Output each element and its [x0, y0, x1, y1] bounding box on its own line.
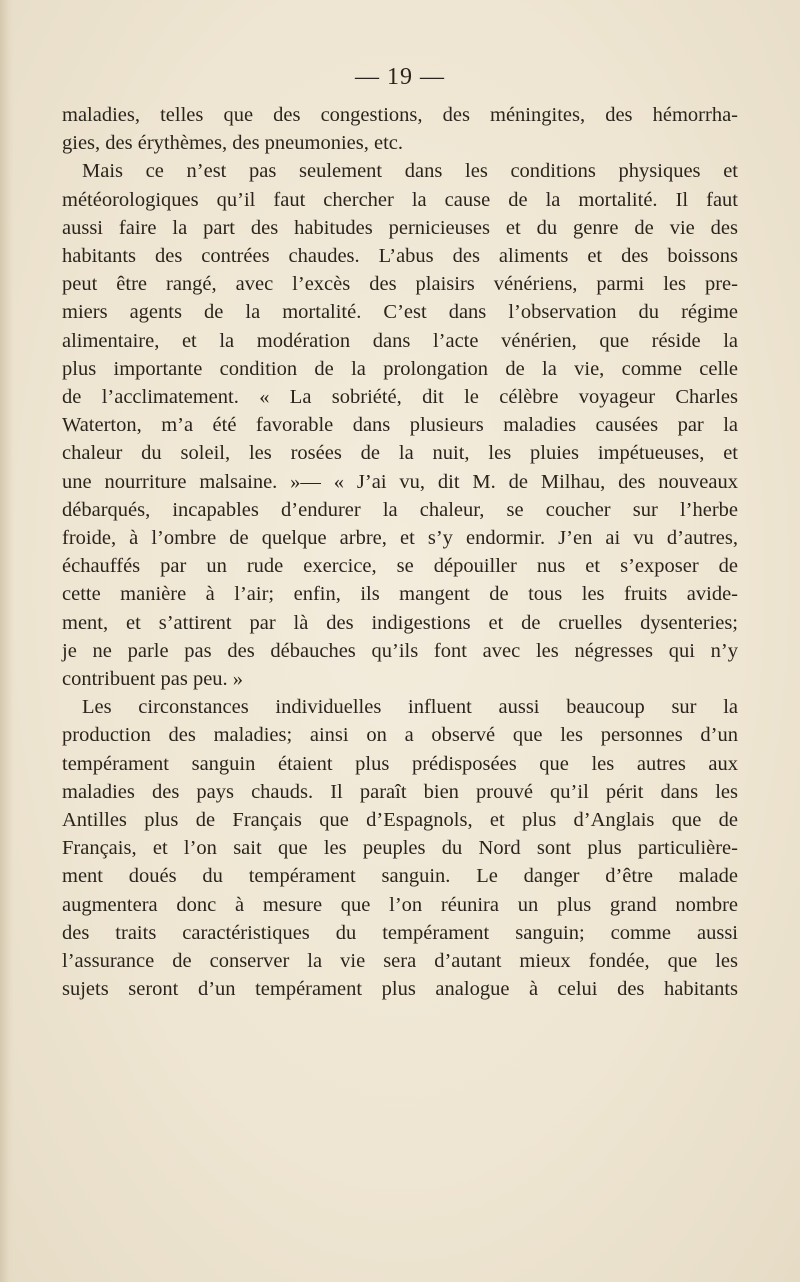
text-line: alimentaire, et la modération dans l’acte vénérien, que réside la — [62, 329, 738, 352]
text-line: Antilles plus de Français que d’Espagnols, et plus d’Anglais que de — [62, 809, 738, 832]
text-line: je ne parle pas des débauches qu’ils font avec les négresses qui n’y — [62, 639, 738, 662]
text-line: habitants des contrées chaudes. L’abus des aliments et des boissons — [62, 245, 738, 268]
page-binding-edge — [0, 0, 14, 1282]
text-line: production des maladies; ainsi on a observé que les personnes d’un — [62, 724, 738, 747]
text-line: des traits caractéristiques du tempérament sanguin; comme aussi — [62, 921, 738, 944]
text-line: de l’acclimatement. « La sobriété, dit le célèbre voyageur Charles — [62, 386, 738, 409]
text-line: miers agents de la mortalité. C’est dans l’observation du régime — [62, 301, 738, 324]
text-line: ment doués du tempérament sanguin. Le danger d’être malade — [62, 865, 738, 888]
page-number: — 19 — — [355, 64, 445, 90]
text-line: Mais ce n’est pas seulement dans les conditions physiques et — [82, 160, 738, 183]
text-line: échauffés par un rude exercice, se dépouiller nus et s’exposer de — [62, 555, 738, 578]
text-line: maladies, telles que des congestions, des méningites, des hémorrha- — [62, 104, 738, 126]
text-line: contribuent pas peu. » — [62, 668, 244, 691]
text-line: sujets seront d’un tempérament plus analogue à celui des habitants — [62, 978, 738, 1001]
body-text — [62, 101, 738, 1004]
text-line: l’assurance de conserver la vie sera d’autant mieux fondée, que les — [62, 950, 738, 973]
text-line: maladies des pays chauds. Il paraît bien prouvé qu’il périt dans les — [62, 780, 738, 803]
text-line: chaleur du soleil, les rosées de la nuit, les pluies impétueuses, et — [62, 442, 738, 465]
text-line: Français, et l’on sait que les peuples du Nord sont plus particulière- — [62, 837, 738, 860]
text-line: augmentera donc à mesure que l’on réunira un plus grand nombre — [62, 893, 738, 916]
text-line: peut être rangé, avec l’excès des plaisirs vénériens, parmi les pre- — [62, 273, 738, 296]
text-line: aussi faire la part des habitudes pernicieuses et du genre de vie des — [62, 216, 738, 239]
text-line: cette manière à l’air; enfin, ils mangent de tous les fruits avide- — [62, 583, 738, 606]
text-line: froide, à l’ombre de quelque arbre, et s’y endormir. J’en ai vu d’autres, — [62, 527, 738, 550]
text-line: plus importante condition de la prolongation de la vie, comme celle — [62, 357, 738, 380]
text-line: une nourriture malsaine. »— « J’ai vu, dit M. de Milhau, des nouveaux — [62, 470, 738, 493]
text-line: gies, des érythèmes, des pneumonies, etc. — [62, 132, 404, 155]
text-line: Les circonstances individuelles influent aussi beaucoup sur la — [82, 696, 738, 719]
text-line: météorologiques qu’il faut chercher la cause de la mortalité. Il faut — [62, 188, 738, 211]
text-line: Waterton, m’a été favorable dans plusieurs maladies causées par la — [62, 414, 738, 437]
text-line: ment, et s’attirent par là des indigestions et de cruelles dysenteries; — [62, 611, 738, 634]
text-line: débarqués, incapables d’endurer la chaleur, se coucher sur l’herbe — [62, 498, 738, 521]
text-line: tempérament sanguin étaient plus prédisposées que les autres aux — [62, 752, 738, 775]
